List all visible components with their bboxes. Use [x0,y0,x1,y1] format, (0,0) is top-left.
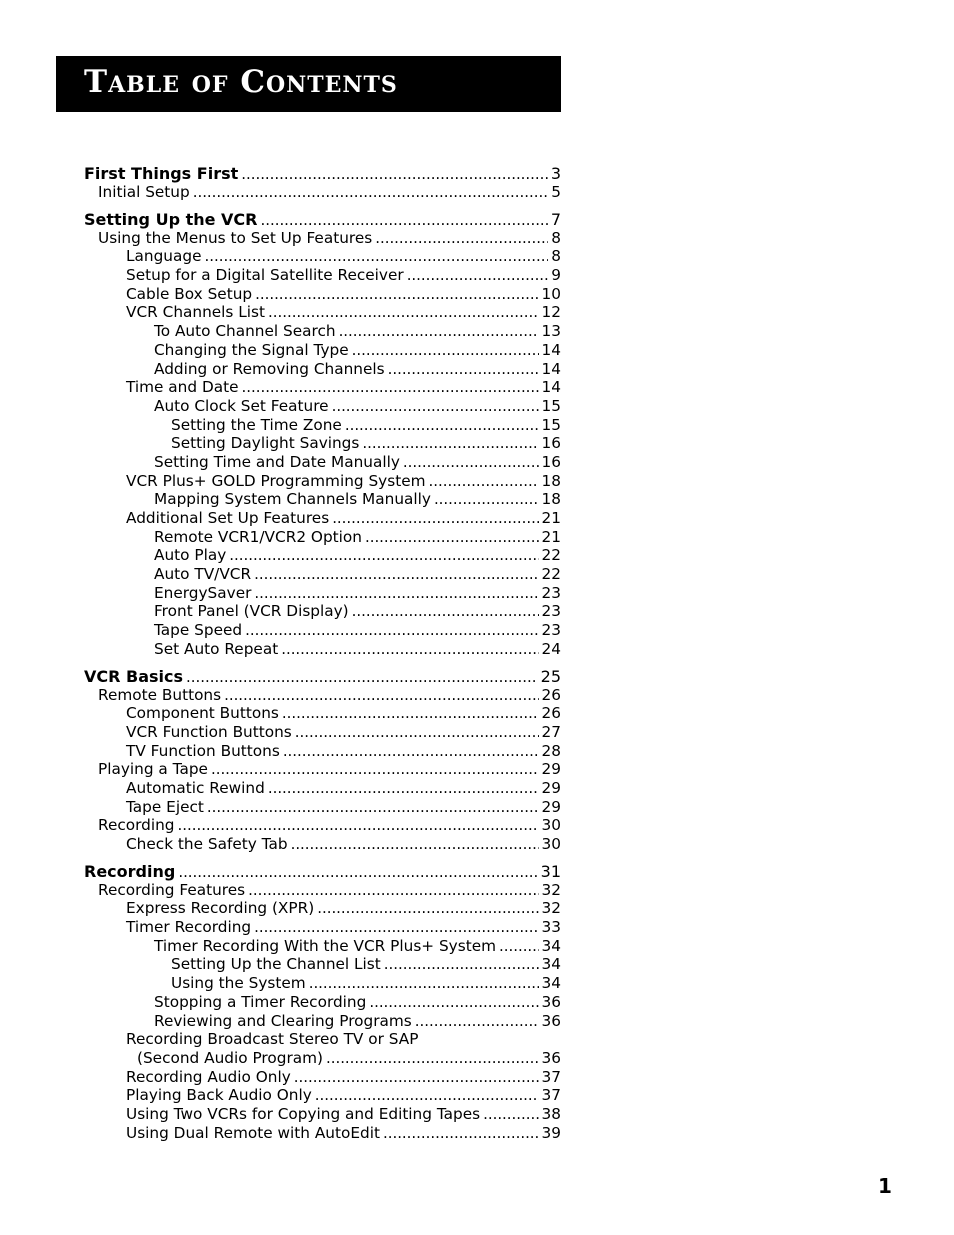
toc-entry-title: Timer Recording With the VCR Plus+ System [154,936,497,955]
header-bar [56,56,561,112]
toc-entry [84,378,561,397]
toc-entry-title: Playing Back Audio Only [126,1086,312,1105]
dot-leader [283,742,539,761]
toc-entry-page: 18 [541,471,561,490]
toc-entry [84,760,561,779]
toc-entry [84,974,561,993]
toc-entry-page: 14 [541,378,561,397]
toc-entry-page: 28 [541,741,561,760]
toc-entry-title: Setting Up the Channel List [171,955,381,974]
dot-leader [186,668,538,686]
toc-entry-title: Auto Play [154,546,227,565]
dot-leader [294,1068,539,1087]
toc-entry-title: Time and Date [126,378,239,397]
toc-entry [84,509,561,528]
toc-entry [84,723,561,742]
toc-entry-page: 15 [541,396,561,415]
dot-leader [268,303,539,322]
toc-entry-title: Check the Safety Tab [126,835,288,853]
toc-entry-title: Automatic Rewind [126,778,265,797]
dot-leader [345,416,539,435]
toc-entry [84,453,561,472]
toc-entry-page: 36 [541,1011,561,1030]
toc-entry-page: 8 [551,247,561,266]
dot-leader [241,165,548,183]
toc-entry-page: 36 [541,1048,561,1067]
dot-leader [375,229,548,248]
toc-entry-page: 37 [541,1086,561,1105]
toc-entry [84,1068,561,1087]
table-of-contents [84,164,561,1142]
toc-entry-page: 34 [541,974,561,993]
toc-entry-title: Setting Up the VCR [84,209,258,229]
toc-entry-title: Recording [84,861,176,881]
dot-leader [193,183,549,202]
dot-leader [403,453,539,472]
toc-entry-title: Recording [98,816,175,835]
toc-entry [84,266,561,285]
dot-leader [383,1124,539,1143]
toc-entry [84,247,561,266]
toc-entry [84,816,561,835]
dot-leader [384,955,539,974]
toc-entry-title: VCR Channels List [126,303,266,322]
toc-entry-page: 25 [540,666,561,686]
toc-entry-title: Stopping a Timer Recording [154,992,367,1011]
toc-entry-page: 12 [541,303,561,322]
toc-entry-title: Remote VCR1/VCR2 Option [154,527,362,546]
toc-entry [84,1030,561,1049]
toc-entry-title: Recording Features [98,880,246,899]
toc-entry-title: Setup for a Digital Satellite Receiver [126,266,404,285]
dot-leader [315,1086,539,1105]
toc-entry-title: Remote Buttons [98,685,222,704]
toc-entry-title: Tape Eject [126,797,204,816]
toc-entry [84,686,561,705]
toc-entry [84,472,561,491]
toc-entry [84,993,561,1012]
dot-leader [326,1049,539,1068]
dot-leader [205,247,549,266]
toc-entry-page: 32 [541,880,561,899]
toc-entry-page: 30 [541,835,561,853]
toc-entry-title: Setting Time and Date Manually [154,452,400,471]
dot-leader [332,509,538,528]
dot-leader [499,937,539,956]
toc-entry-title: TV Function Buttons [126,741,280,760]
dot-leader [407,266,549,285]
dot-leader [415,1012,539,1031]
toc-entry-page: 24 [541,639,561,658]
toc-entry-title: Express Recording (XPR) [126,899,315,918]
dot-leader [254,584,538,603]
toc-entry-title: Changing the Signal Type [154,340,349,359]
dot-leader [388,360,539,379]
dot-leader [245,621,538,640]
toc-entry-page: 7 [550,209,561,229]
toc-entry-title: First Things First [84,164,239,183]
toc-entry-page: 13 [541,322,561,341]
toc-entry-title: Setting the Time Zone [171,415,342,434]
toc-entry-title: Reviewing and Clearing Programs [154,1011,412,1030]
toc-entry [84,1012,561,1031]
toc-entry-page: 16 [541,452,561,471]
toc-entry-page: 37 [541,1067,561,1086]
toc-entry [84,881,561,900]
toc-entry [84,621,561,640]
toc-entry [84,918,561,937]
toc-entry-title: Using Two VCRs for Copying and Editing Tapes [126,1104,481,1123]
toc-entry-title: Setting Daylight Savings [171,434,360,453]
dot-leader [317,899,538,918]
toc-entry-page: 27 [541,722,561,741]
toc-entry-page: 29 [541,778,561,797]
toc-entry-title: To Auto Channel Search [154,322,336,341]
dot-leader [254,918,538,937]
toc-entry [84,546,561,565]
dot-leader [434,490,539,509]
toc-entry [84,798,561,817]
toc-section-entry [84,667,561,686]
toc-entry-page: 16 [541,434,561,453]
toc-entry-page: 18 [541,490,561,509]
toc-entry-page: 32 [541,899,561,918]
toc-section-entry [84,862,561,881]
toc-section-entry [84,164,561,183]
toc-entry-title: Mapping System Channels Manually [154,490,431,509]
dot-leader [291,835,539,854]
dot-leader [207,798,539,817]
toc-entry [84,1049,561,1068]
dot-leader [352,602,539,621]
toc-entry [84,397,561,416]
toc-entry-page: 23 [541,621,561,640]
toc-entry [84,565,561,584]
toc-entry-title: VCR Basics [84,666,184,686]
toc-entry-page: 39 [541,1123,561,1142]
dot-leader [268,779,539,798]
dot-leader [178,816,539,835]
toc-entry-page: 14 [541,340,561,359]
toc-entry [84,1086,561,1105]
toc-entry [84,955,561,974]
toc-entry [84,341,561,360]
toc-entry-title: Recording Audio Only [126,1067,291,1086]
dot-leader [362,434,538,453]
toc-entry-title: Set Auto Repeat [154,639,279,658]
toc-entry [84,1124,561,1143]
toc-entry [84,360,561,379]
toc-entry-page: 22 [541,565,561,584]
dot-leader [224,686,538,705]
dot-leader [309,974,539,993]
toc-entry-title: Auto Clock Set Feature [154,396,329,415]
toc-entry [84,490,561,509]
toc-entry-page: 10 [541,284,561,303]
dot-leader [248,881,538,900]
toc-entry-title: Initial Setup [98,183,190,201]
dot-leader [339,322,539,341]
toc-entry [84,899,561,918]
toc-entry [84,937,561,956]
toc-entry-title: EnergySaver [154,583,252,602]
toc-entry-page: 30 [541,816,561,835]
toc-entry-page: 38 [541,1104,561,1123]
dot-leader [281,640,538,659]
toc-entry [84,229,561,248]
dot-leader [254,565,538,584]
toc-entry-page: 9 [551,266,561,285]
toc-entry-page: 29 [541,760,561,779]
toc-entry [84,303,561,322]
toc-entry [84,528,561,547]
toc-entry [84,434,561,453]
toc-entry-title: Using the System [171,974,306,993]
toc-entry-title: Using the Menus to Set Up Features [98,228,373,247]
toc-entry-page: 22 [541,546,561,565]
dot-leader [242,378,539,397]
toc-entry-page: 36 [541,992,561,1011]
toc-entry-page: 15 [541,415,561,434]
toc-entry [84,779,561,798]
toc-entry-title: Timer Recording [126,918,252,937]
toc-entry [84,183,561,202]
toc-entry-page: 26 [541,704,561,723]
dot-leader [332,397,539,416]
toc-entry-title: Using Dual Remote with AutoEdit [126,1123,380,1142]
toc-entry [84,640,561,659]
toc-entry-title: Tape Speed [154,621,243,640]
toc-entry [84,1105,561,1124]
toc-entry-title: Additional Set Up Features [126,509,330,527]
toc-entry-page: 3 [550,164,561,183]
dot-leader [255,285,538,304]
toc-entry-title: (Second Audio Program) [137,1048,323,1067]
toc-entry-page: 8 [551,228,561,247]
toc-entry-page: 14 [541,359,561,378]
toc-entry-page: 26 [541,685,561,704]
toc-entry-title: Auto TV/VCR [154,565,252,584]
toc-entry-page: 21 [541,527,561,546]
dot-leader [483,1105,538,1124]
dot-leader [211,760,539,779]
toc-entry [84,602,561,621]
toc-entry [84,584,561,603]
toc-entry-page: 34 [541,955,561,974]
toc-entry-page: 29 [541,797,561,816]
dot-leader [295,723,539,742]
toc-entry-title: VCR Function Buttons [126,722,292,741]
toc-entry-title: Playing a Tape [98,760,208,779]
toc-entry-title: Component Buttons [126,704,279,723]
toc-entry [84,416,561,435]
toc-entry-title: Front Panel (VCR Display) [154,602,349,621]
toc-entry-title: Recording Broadcast Stereo TV or SAP [126,1030,419,1049]
page-number: 1 [878,1174,892,1198]
dot-leader [429,472,539,491]
toc-entry-title: VCR Plus+ GOLD Programming System [126,471,426,490]
toc-entry-page: 33 [541,918,561,937]
dot-leader [352,341,539,360]
toc-entry-page: 5 [551,183,561,201]
toc-entry [84,835,561,854]
toc-entry-page: 23 [541,583,561,602]
toc-section-entry [84,210,561,229]
toc-entry [84,704,561,723]
toc-entry [84,322,561,341]
dot-leader [229,546,538,565]
dot-leader [369,993,538,1012]
toc-entry-title: Cable Box Setup [126,284,253,303]
dot-leader [282,704,539,723]
dot-leader [261,211,548,229]
toc-entry-page: 23 [541,602,561,621]
toc-entry [84,285,561,304]
toc-entry-title: Language [126,247,202,266]
toc-entry-page: 21 [541,509,561,527]
toc-entry-page: 31 [540,861,561,881]
toc-entry-page: 34 [541,936,561,955]
toc-entry-title: Adding or Removing Channels [154,359,385,378]
toc-entry [84,742,561,761]
page-title: Table of Contents [84,63,398,100]
dot-leader [365,528,539,547]
dot-leader [178,863,537,881]
